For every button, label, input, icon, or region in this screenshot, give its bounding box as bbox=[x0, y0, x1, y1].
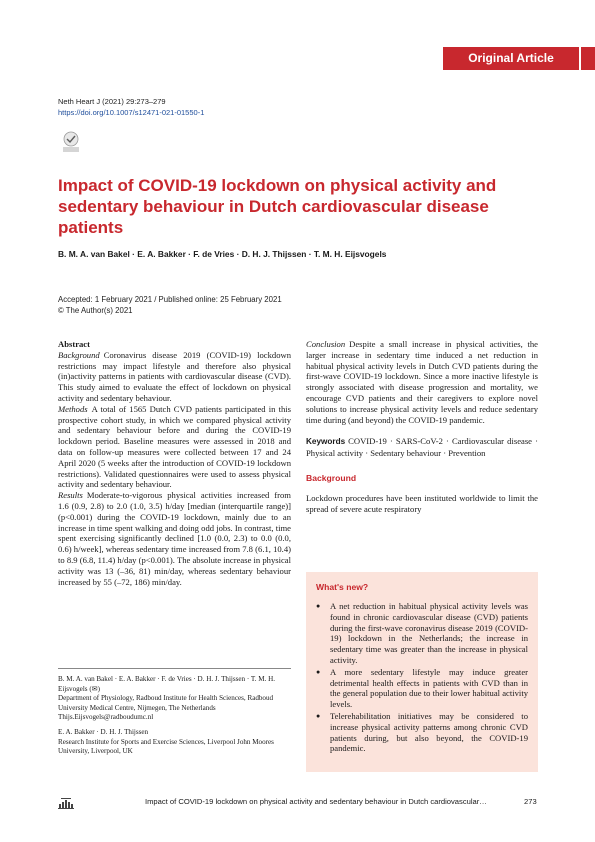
whats-new-box bbox=[306, 572, 538, 772]
conclusion-text: Despite a small increase in physical activities, the larger increase in sedentary time induced a net reduction in habitual physical activity levels in Dutch CVD patients during the first-wave COVID-19 lockdown. Since a more inactive lifestyle is strongly associated with disease progression and mortality, we encourage CVD patients and their caregivers to explore novel solutions to increase physical activity levels and reduce sedentary time during (and beyond) the COVID-19 pandemic. bbox=[306, 339, 538, 425]
publisher-logo-icon bbox=[58, 795, 76, 809]
running-title: Impact of COVID-19 lockdown on physical activity and sedentary behaviour in Dutch cardiovascular… bbox=[145, 797, 487, 806]
background-text: Coronavirus disease 2019 (COVID-19) lockdown restrictions may impact lifestyle and therefore also physical (in)activity patterns in patients with cardiovascular disease (CVD). This study aimed to evaluate the effect of lockdown on physical activity and sedentary behaviour. bbox=[58, 349, 291, 403]
abstract-background bbox=[58, 350, 291, 404]
edge-bar bbox=[581, 47, 595, 70]
journal-reference: Neth Heart J (2021) 29:273–279 bbox=[58, 97, 166, 106]
list-item: ● A net reduction in habitual physical activity levels was found in chronic cardiovascular disease (CVD) patients during the first-wave coronavirus disease 2019 (COVID-19) lockdown in the Netherlands; the increase in sedentary time was greater than the increase in physical activity. bbox=[316, 601, 528, 666]
right-column bbox=[306, 339, 538, 514]
methods-label: Methods bbox=[58, 403, 88, 414]
abstract-results bbox=[58, 490, 291, 587]
list-item: ● Telerehabilitation initiatives may be considered to increase physical activity patterns among chronic CVD patients during, but also beyond, the COVID-19 pandemic. bbox=[316, 711, 528, 754]
affiliations bbox=[58, 675, 298, 762]
crossmark-icon[interactable] bbox=[61, 131, 81, 153]
page-number: 273 bbox=[524, 797, 537, 806]
article-type-tab: Original Article bbox=[443, 47, 579, 70]
copyright: © The Author(s) 2021 bbox=[58, 306, 133, 315]
keywords bbox=[306, 436, 538, 459]
affiliation-authors: B. M. A. van Bakel · E. A. Bakker · F. de Vries · D. H. J. Thijssen · T. M. H. Eijsvogels (✉) bbox=[58, 675, 275, 693]
corresponding-email-link[interactable]: Thijs.Eijsvogels@radboudumc.nl bbox=[58, 713, 154, 722]
results-label: Results bbox=[58, 490, 83, 501]
abstract-methods bbox=[58, 404, 291, 490]
keywords-text: COVID-19 · SARS-CoV-2 · Cardiovascular disease · Physical activity · Sedentary behaviour · Prevention bbox=[306, 436, 538, 459]
whats-new-title: What's new? bbox=[316, 582, 369, 592]
affiliation-department: Department of Physiology, Radboud Institute for Health Sciences, Radboud University Medical Centre, Nijmegen, The Netherlands bbox=[58, 694, 274, 712]
affiliation-institute-2: Research Institute for Sports and Exercise Sciences, Liverpool John Moores University, Liverpool, UK bbox=[58, 737, 274, 756]
list-item: ● A more sedentary lifestyle may induce greater detrimental health effects in patients with CVD than in the general population due to their lower habitual activity levels. bbox=[316, 667, 528, 710]
background-paragraph: Lockdown procedures have been instituted worldwide to limit the spread of severe acute respiratory bbox=[306, 492, 538, 514]
author-list: B. M. A. van Bakel · E. A. Bakker · F. de Vries · D. H. J. Thijssen · T. M. H. Eijsvogels bbox=[58, 249, 387, 259]
article-title: Impact of COVID-19 lockdown on physical activity and sedentary behaviour in Dutch cardiovascular disease patients bbox=[58, 176, 497, 237]
results-text: Moderate-to-vigorous physical activities increased from 1.6 (0.9, 2.8) to 2.0 (1.0, 3.5) h/day [median (interquartile range)] (p<0.001) during the COVID-19 lockdown, mainly due to an increase in time spent walking and doing odd jobs. In contrast, time spent exercising significantly declined [1.0 (0.0, 2.3) to 0.0 (0.0, 0.6) h/week], whereas sedentary time increased from 7.8 (6.1, 10.4) to 8.9 (6.8, 11.4) h/day (p<0.001). The absolute increase in physical activity was 13 (–36, 81) min/day, whereas sedentary behaviour increased by 55 (–72, 186) min/day. bbox=[58, 490, 292, 587]
affiliation-divider bbox=[58, 668, 291, 669]
methods-text: A total of 1565 Dutch CVD patients participated in this prospective cohort study, in which we compared physical activity and sedentary behaviour before and during the COVID-19 lockdown period. Baseline measures were assessed in 2018 and data on follow-up measures were collected between 17 and 24 April 2020 (5 weeks after the introduction of COVID-19 lockdown restrictions). Validated questionnaires were used to assess physical activity and sedentary behaviour. bbox=[58, 403, 291, 490]
background-label: Background bbox=[58, 349, 100, 360]
affiliation-authors-2: E. A. Bakker · D. H. J. Thijssen bbox=[58, 727, 149, 736]
conclusion-label: Conclusion bbox=[306, 339, 346, 349]
keywords-label: Keywords bbox=[306, 437, 346, 447]
whats-new-list bbox=[316, 601, 528, 754]
abstract-heading: Abstract bbox=[58, 339, 90, 349]
background-section-heading: Background bbox=[306, 472, 357, 483]
doi-link[interactable]: https://doi.org/10.1007/s12471-021-01550-1 bbox=[58, 108, 205, 117]
publication-dates bbox=[58, 294, 282, 316]
abstract-conclusion bbox=[306, 339, 538, 425]
abstract-column bbox=[58, 339, 291, 587]
accepted-published-dates: Accepted: 1 February 2021 / Published online: 25 February 2021 bbox=[58, 295, 282, 304]
